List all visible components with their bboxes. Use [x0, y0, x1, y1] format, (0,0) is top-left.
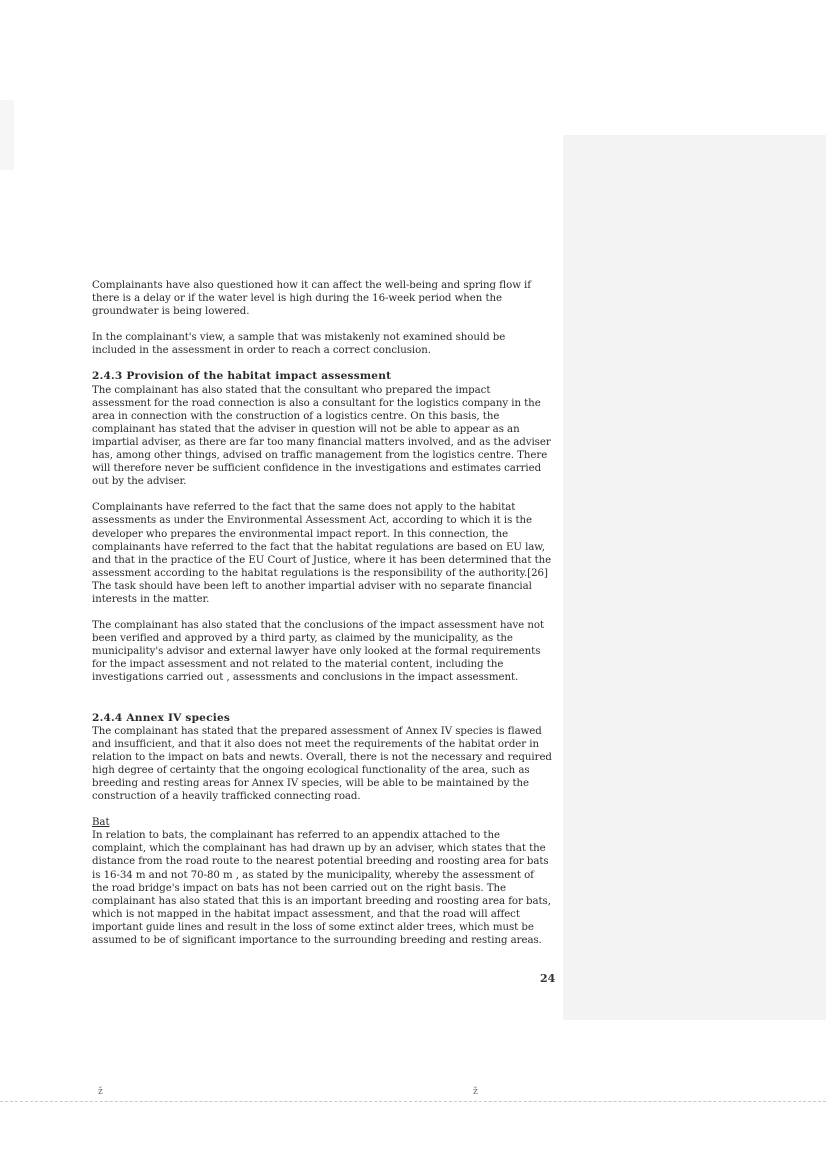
paragraph-groundwater: Complainants have also questioned how it can affect the well-being and spring flow if there is a delay or if the water level is high during the 16-week period when the groundwater is being lowered. [92, 280, 531, 318]
page-number: 24 [540, 972, 556, 985]
paragraph-habitat-assessments: Complainants have referred to the fact that the same does not apply to the habitat assessments as under the Environmental Assessment Act, according to which it is the developer who prepares the environmental impact report. In this connection, the complainants have referred to the fact that the habitat regulations are based on EU law, and that in the practice of the EU Court of Justice, where it has been determined that the assessment according to the habitat regulations is the responsibility of the authority.[26] The task should have been left to another impartial adviser with no separate financial interests in the matter. [92, 502, 552, 605]
paragraph-sample: In the complainant's view, a sample that was mistakenly not examined should be included in the assessment in order to reach a correct conclusion. [92, 332, 506, 357]
scan-shadow-left [0, 100, 14, 170]
paragraph-annex-iv: The complainant has stated that the prepared assessment of Annex IV species is flawed and insufficient, and that it also does not meet the requirements of the habitat order in relation to the impact on bats and newts. Overall, there is not the necessary and required high degree of certainty that the ongoing ecological functionality of the area, such as breeding and resting areas for Annex IV species, will be able to be maintained by the construction of a heavily trafficked connecting road. [92, 725, 552, 803]
paragraph-third-party: The complainant has also stated that the conclusions of the impact assessment have not been verified and approved by a third party, as claimed by the municipality, as the municipality's advisor and external lawyer have only looked at the formal requirements for the impact assessment and not related to the material content, including the investigations carried out , assessments and conclusions in the impact assessment. [92, 620, 544, 684]
scan-margin-shade [563, 135, 826, 1020]
paragraph-consultant: The complainant has also stated that the consultant who prepared the impact assessment for the road connection is also a consultant for the logistics company in the area in connection with the construction of a logistics centre. On this basis, the complainant has stated that the adviser in question will not be able to appear as an impartial adviser, as there are far too many financial matters involved, and as the adviser has, among other things, advised on traffic management from the logistics centre. There will therefore never be sufficient confidence in the investigations and estimates carried out by the adviser. [92, 384, 551, 488]
section-heading-2-4-4: 2.4.4 Annex IV species [92, 711, 231, 724]
section-heading-2-4-3: 2.4.3 Provision of the habitat impact assessment [92, 370, 392, 383]
document-body [92, 279, 552, 947]
paragraph-bats: In relation to bats, the complainant has referred to an appendix attached to the complaint, which the complainant has had drawn up by an adviser, which states that the distance from the road route to the nearest potential breeding and roosting area for bats is 16-34 m and not 70-80 m , as stated by the municipality, whereby the assessment of the road bridge's impact on bats has not been carried out on the right basis. The complainant has also stated that this is an important breeding and roosting area for bats, which is not mapped in the habitat impact assessment, and that the road will affect important guide lines and result in the loss of some extinct alder trees, which must be assumed to be of significant importance to the surrounding breeding and resting areas. [92, 830, 551, 947]
scan-fold-line [0, 1101, 826, 1102]
scan-mark-right: ž [473, 1087, 478, 1097]
subheading-bat: Bat [92, 817, 110, 829]
scan-mark-left: ž [98, 1087, 103, 1097]
